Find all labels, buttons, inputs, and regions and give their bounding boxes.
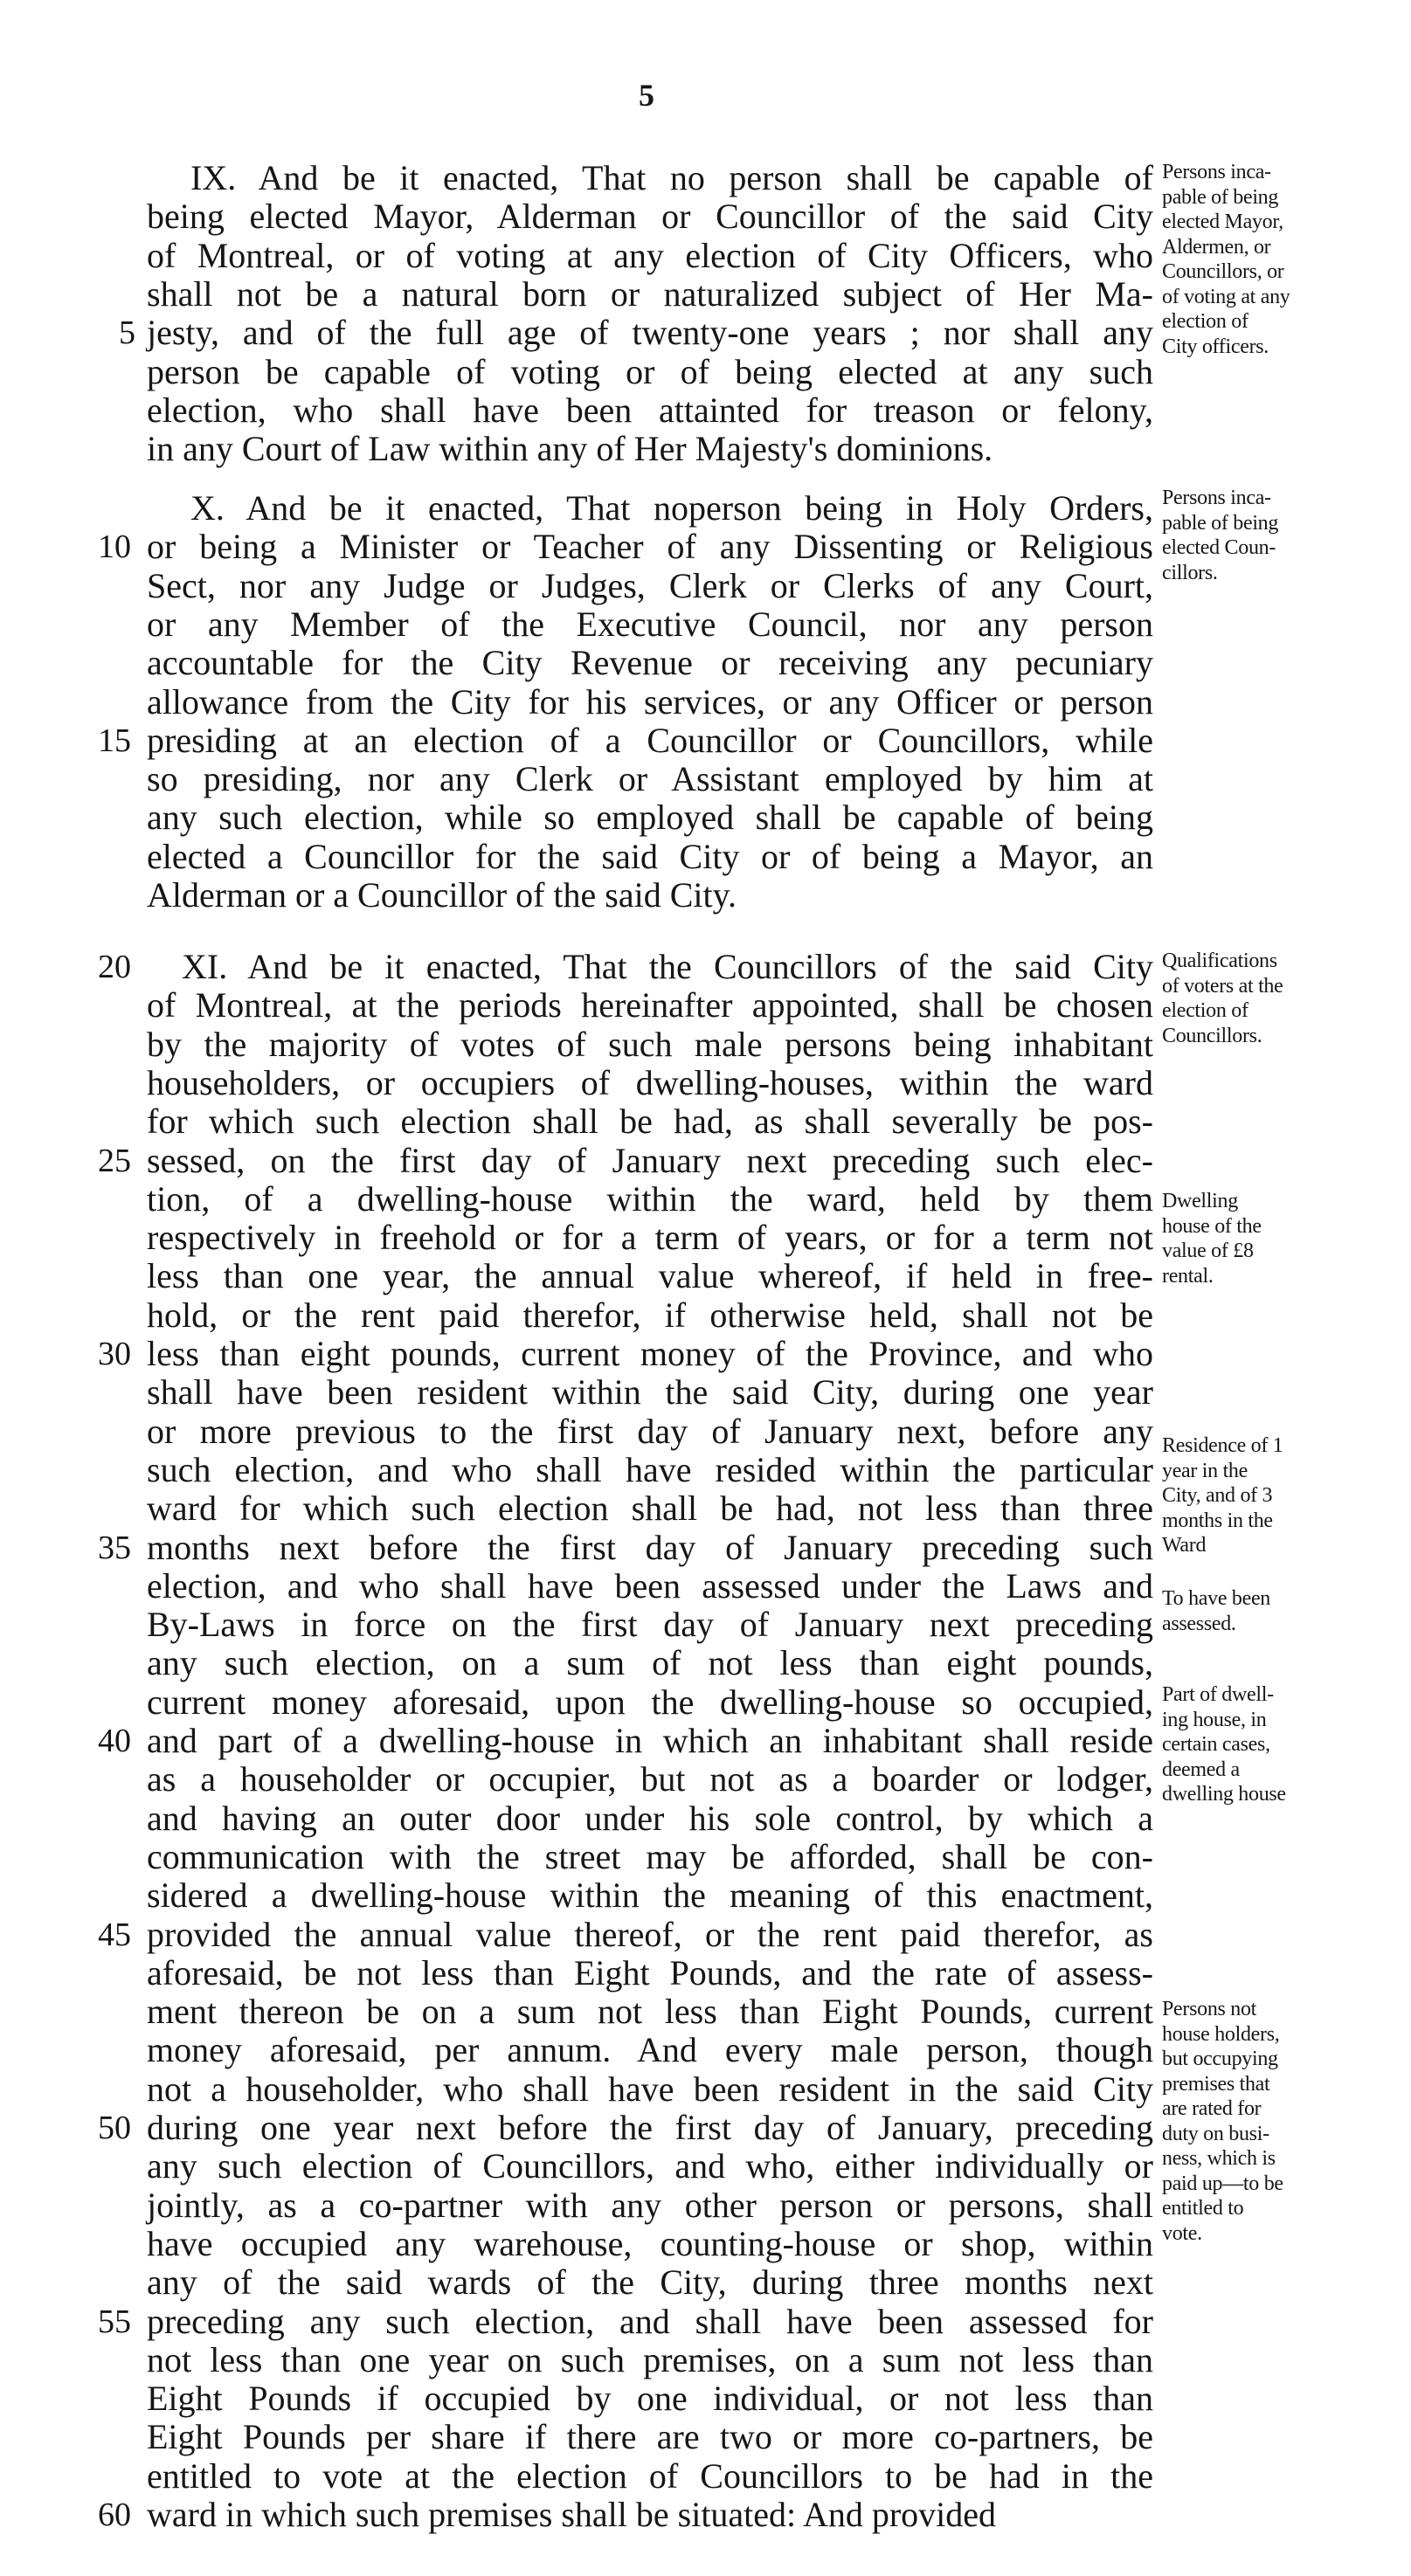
text-line: XI. And be it enacted, That the Councillors of the said City bbox=[182, 947, 1153, 986]
text-line: X. And be it enacted, That noperson being in Holy Orders, bbox=[190, 488, 1153, 528]
text-line: shall not be a natural born or naturalized subject of Her Ma- bbox=[147, 273, 1153, 314]
margin-note-line: Ward bbox=[1162, 1534, 1207, 1557]
text-line: during one year next before the first day of January, preceding bbox=[147, 2108, 1153, 2147]
margin-note-line: Councillors. bbox=[1162, 1024, 1262, 1047]
text-line: being elected Mayor, Alderman or Councillor of the said City bbox=[147, 197, 1153, 237]
text-line: money aforesaid, per annum. And every male person, though bbox=[147, 2030, 1153, 2070]
text-line: Sect, nor any Judge or Judges, Clerk or Clerks of any Court, bbox=[147, 565, 1153, 605]
line-number: 30 bbox=[98, 1336, 131, 1372]
margin-note-line: vote. bbox=[1162, 2221, 1202, 2245]
line-number: 40 bbox=[98, 1723, 131, 1759]
margin-note-line: of voters at the bbox=[1162, 974, 1283, 998]
text-line: elected a Councillor for the said City or of being a Mayor, an bbox=[147, 836, 1153, 876]
margin-note-line: but occupying bbox=[1162, 2048, 1278, 2070]
text-line: ment thereon be on a sum not less than Eight Pounds, current bbox=[147, 1992, 1153, 2032]
line-number: 15 bbox=[98, 722, 131, 759]
margin-note-line: rental. bbox=[1162, 1264, 1214, 1288]
text-line: aforesaid, be not less than Eight Pounds, and the rate of assess- bbox=[147, 1952, 1153, 1992]
margin-note-line: City officers. bbox=[1162, 335, 1269, 358]
text-line: preceding any such election, and shall have been assessed for bbox=[147, 2301, 1153, 2341]
text-line: communication with the street may be afforded, shall be con- bbox=[147, 1836, 1153, 1876]
text-line: or being a Minister or Teacher of any Dissenting or Religious bbox=[147, 527, 1153, 567]
text-line: any such election, on a sum of not less than eight pounds, bbox=[147, 1643, 1153, 1683]
margin-note-line: Persons inca- bbox=[1162, 161, 1271, 183]
text-line: have occupied any warehouse, counting-house or shop, within bbox=[147, 2223, 1153, 2263]
line-number: 25 bbox=[98, 1142, 131, 1179]
line-number: 10 bbox=[98, 528, 131, 566]
text-line: sidered a dwelling-house within the meaning of this enactment, bbox=[147, 1875, 1153, 1916]
text-line: Eight Pounds if occupied by one individual, or not less than bbox=[147, 2379, 1153, 2419]
margin-note-line: are rated for bbox=[1162, 2097, 1262, 2120]
margin-note-line: City, and of 3 bbox=[1162, 1484, 1273, 1507]
text-line: in any Court of Law within any of Her Majesty's dominions. bbox=[147, 429, 993, 469]
margin-note-line: assessed. bbox=[1162, 1612, 1236, 1635]
text-line: presiding at an election of a Councillor or Councillors, while bbox=[147, 720, 1153, 760]
margin-note-line: certain cases, bbox=[1162, 1733, 1270, 1756]
text-line: shall have been resident within the said City, during one year bbox=[147, 1372, 1153, 1412]
line-number: 55 bbox=[98, 2303, 131, 2340]
text-line: any of the said wards of the City, during three months next bbox=[147, 2262, 1153, 2303]
text-line: respectively in freehold or for a term of years, or for a term not bbox=[147, 1218, 1153, 1258]
text-line: any such election, while so employed shall be capable of being bbox=[147, 798, 1153, 838]
text-line: by the majority of votes of such male persons being inhabitant bbox=[147, 1024, 1153, 1064]
text-line: entitled to vote at the election of Councillors to be had in the bbox=[147, 2455, 1153, 2496]
line-number: 50 bbox=[98, 2110, 131, 2146]
margin-note-line: Persons inca- bbox=[1162, 487, 1271, 509]
margin-note-line: premises that bbox=[1162, 2072, 1270, 2096]
page-number: 5 bbox=[639, 78, 654, 113]
text-line: for which such election shall be had, as shall severally be pos- bbox=[147, 1102, 1153, 1142]
margin-note-line: ness, which is bbox=[1162, 2147, 1276, 2170]
text-line: Alderman or a Councillor of the said City. bbox=[147, 875, 737, 915]
text-line: sessed, on the first day of January next preceding such elec- bbox=[147, 1140, 1153, 1180]
margin-note-line: Dwelling bbox=[1162, 1190, 1238, 1212]
text-line: ward in which such premises shall be situated: And provided bbox=[147, 2495, 997, 2534]
text-line: months next before the first day of January preceding such bbox=[147, 1527, 1153, 1567]
text-line: any such election of Councillors, and who, either individually or bbox=[147, 2146, 1153, 2186]
margin-note-line: elected Coun- bbox=[1162, 536, 1276, 559]
margin-note-line: house holders, bbox=[1162, 2022, 1280, 2046]
margin-note-line: Qualifications bbox=[1162, 950, 1277, 972]
text-line: such election, and who shall have resided within the particular bbox=[147, 1449, 1153, 1489]
margin-note-line: entitled to bbox=[1162, 2197, 1244, 2220]
text-line: hold, or the rent paid therefor, if otherwise held, shall not be bbox=[147, 1295, 1153, 1335]
text-line: jointly, as a co-partner with any other person or persons, shall bbox=[147, 2185, 1153, 2225]
margin-note-line: paid up—to be bbox=[1162, 2172, 1283, 2195]
text-line: ward for which such election shall be had, not less than three bbox=[147, 1488, 1153, 1529]
text-line: as a householder or occupier, but not as a boarder or lodger, bbox=[147, 1759, 1153, 1799]
text-line: and part of a dwelling-house in which an inhabitant shall reside bbox=[147, 1721, 1153, 1760]
line-number: 45 bbox=[98, 1916, 131, 1953]
text-line: less than one year, the annual value whereof, if held in free- bbox=[147, 1256, 1153, 1296]
text-line: less than eight pounds, current money of the Province, and who bbox=[147, 1334, 1153, 1373]
text-line: not less than one year on such premises, on a sum not less than bbox=[147, 2339, 1153, 2379]
text-line: or more previous to the first day of January next, before any bbox=[147, 1411, 1153, 1451]
line-number: 5 bbox=[119, 314, 135, 352]
margin-note-line: To have been bbox=[1162, 1587, 1270, 1610]
margin-note-line: election of bbox=[1162, 310, 1248, 333]
text-line: householders, or occupiers of dwelling-houses, within the ward bbox=[147, 1062, 1153, 1102]
margin-note-line: ing house, in bbox=[1162, 1708, 1267, 1731]
text-line: and having an outer door under his sole control, by which a bbox=[147, 1798, 1153, 1838]
margin-note-line: elected Mayor, bbox=[1162, 211, 1283, 233]
text-line: or any Member of the Executive Council, nor any person bbox=[147, 604, 1153, 644]
text-line: person be capable of voting or of being elected at any such bbox=[147, 351, 1153, 391]
margin-note-line: Aldermen, or bbox=[1162, 235, 1271, 259]
text-line: not a householder, who shall have been resident in the said City bbox=[147, 2068, 1153, 2109]
text-line: current money aforesaid, upon the dwelling-house so occupied, bbox=[147, 1682, 1153, 1722]
margin-note-line: election of bbox=[1162, 999, 1248, 1022]
line-number: 20 bbox=[98, 949, 131, 985]
margin-note-line: value of £8 bbox=[1162, 1240, 1254, 1262]
text-line: so presiding, nor any Clerk or Assistant employed by him at bbox=[147, 759, 1153, 799]
margin-note-line: cillors. bbox=[1162, 561, 1218, 584]
text-line: election, who shall have been attainted for treason or felony, bbox=[147, 390, 1153, 430]
text-line: tion, of a dwelling-house within the ward, held by them bbox=[147, 1178, 1153, 1219]
margin-note-line: Part of dwell- bbox=[1162, 1683, 1274, 1706]
text-line: Eight Pounds per share if there are two or more co-partners, be bbox=[147, 2417, 1153, 2457]
text-line: of Montreal, or of voting at any election of City Officers, who bbox=[147, 235, 1153, 275]
line-number: 35 bbox=[98, 1529, 131, 1566]
margin-note-line: Councillors, or bbox=[1162, 260, 1284, 283]
margin-note-line: pable of being bbox=[1162, 185, 1279, 209]
text-line: provided the annual value thereof, or the rent paid therefor, as bbox=[147, 1914, 1153, 1954]
text-line: accountable for the City Revenue or receiving any pecuniary bbox=[147, 643, 1153, 683]
text-line: of Montreal, at the periods hereinafter appointed, shall be chosen bbox=[147, 985, 1153, 1026]
text-line: allowance from the City for his services, or any Officer or person bbox=[147, 681, 1153, 722]
margin-note-line: duty on busi- bbox=[1162, 2122, 1269, 2145]
text-line: By-Laws in force on the first day of January next preceding bbox=[147, 1605, 1153, 1645]
margin-note-line: year in the bbox=[1162, 1459, 1248, 1482]
margin-note-line: months in the bbox=[1162, 1509, 1273, 1532]
margin-note-line: of voting at any bbox=[1162, 285, 1290, 308]
text-line: election, and who shall have been assessed under the Laws and bbox=[147, 1565, 1153, 1606]
line-number: 60 bbox=[98, 2497, 131, 2533]
margin-note-line: pable of being bbox=[1162, 511, 1279, 535]
text-line: IX. And be it enacted, That no person shall be capable of bbox=[190, 158, 1153, 197]
margin-note-line: house of the bbox=[1162, 1214, 1262, 1238]
margin-note-line: Persons not bbox=[1162, 1998, 1257, 2020]
margin-note-line: deemed a bbox=[1162, 1758, 1240, 1781]
text-line: jesty, and of the full age of twenty-one years ; nor shall any bbox=[147, 313, 1153, 353]
margin-note-line: Residence of 1 bbox=[1162, 1434, 1283, 1457]
margin-note-line: dwelling house bbox=[1162, 1783, 1286, 1806]
